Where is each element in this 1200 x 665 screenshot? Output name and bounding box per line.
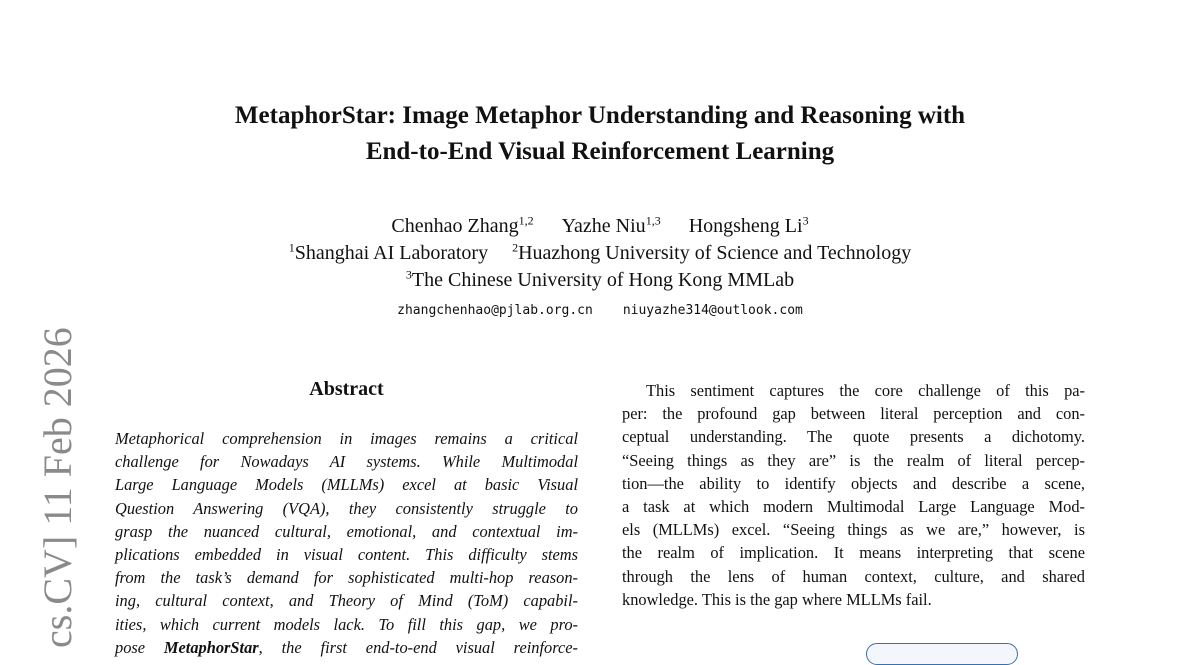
figure-callout-box: [866, 643, 1018, 665]
intro-paragraph: [622, 379, 1085, 611]
author-list: [0, 213, 1200, 240]
abstract-line: grasp the nuanced cultural, emotional, and contextual im-: [115, 521, 578, 541]
affiliation-list: [0, 267, 1200, 294]
intro-line: “Seeing things as they are” is the realm of literal percep-: [622, 450, 1085, 470]
title-line-1: MetaphorStar: Image Metaphor Understanding and Reasoning with: [234, 102, 966, 129]
author-name: Yazhe Niu: [561, 215, 646, 237]
title-line-2: End-to-End Visual Reinforcement Learning: [365, 138, 835, 165]
affiliation-mark: 2: [512, 240, 519, 255]
affiliation-name: Huazhong University of Science and Technology: [518, 242, 912, 264]
intro-line: knowledge. This is the gap where MLLMs fail.: [622, 589, 932, 609]
abstract-line: plications embedded in visual content. This difficulty stems: [115, 545, 578, 565]
abstract-line: ing, cultural context, and Theory of Mind (ToM) capabil-: [115, 591, 578, 611]
abstract-line: ities, which current models lack. To fill this gap, we pro-: [115, 614, 578, 634]
abstract-line: from the task’s demand for sophisticated multi-hop reason-: [115, 568, 578, 588]
affiliation-mark: 1: [288, 240, 295, 255]
abstract-heading: Abstract: [309, 378, 384, 400]
intro-line: els (MLLMs) excel. “Seeing things as we are,” however, is: [622, 520, 1085, 540]
abstract-line: pose MetaphorStar, the first end-to-end visual reinforce-: [115, 637, 578, 657]
intro-line: tion—the ability to identify objects and describe a scene,: [622, 473, 1085, 493]
email-link[interactable]: niuyazhe314@outlook.com: [622, 303, 803, 318]
intro-line: ceptual understanding. The quote presents a dichotomy.: [622, 427, 1085, 447]
author-affiliation-mark: 1,3: [645, 213, 661, 228]
arxiv-stamp: cs.CV] 11 Feb 2026: [35, 327, 80, 648]
intro-line: the realm of implication. It means interpreting that scene: [622, 543, 1085, 563]
abstract-line: Large Language Models (MLLMs) excel at basic Visual: [115, 475, 578, 495]
intro-line: This sentiment captures the core challenge of this pa-: [646, 381, 1085, 400]
email-list: [0, 302, 1200, 320]
affiliation-name: Shanghai AI Laboratory: [294, 242, 489, 264]
intro-line: through the lens of human context, culture, and shared: [622, 566, 1085, 586]
author-name: Hongsheng Li: [688, 215, 803, 237]
author-affiliation-mark: 1,2: [518, 213, 534, 228]
abstract-body: [115, 427, 578, 659]
author-affiliation-mark: 3: [802, 213, 809, 228]
abstract-line: Question Answering (VQA), they consistently struggle to: [115, 498, 578, 518]
paper-title: [0, 98, 1200, 170]
abstract-line: Metaphorical comprehension in images remains a critical: [115, 429, 578, 448]
intro-line: per: the profound gap between literal perception and con-: [622, 404, 1085, 424]
author-block: [0, 213, 1200, 294]
abstract-line: challenge for Nowadays AI systems. While Multimodal: [115, 452, 578, 472]
affiliation-mark: 3: [405, 267, 412, 282]
intro-line: a task at which modern Multimodal Large Language Mod-: [622, 497, 1085, 517]
affiliation-name: The Chinese University of Hong Kong MMLab: [411, 269, 795, 291]
email-link[interactable]: zhangchenhao@pjlab.org.cn: [397, 303, 593, 318]
author-name: Chenhao Zhang: [391, 215, 519, 237]
affiliation-list: [0, 240, 1200, 267]
